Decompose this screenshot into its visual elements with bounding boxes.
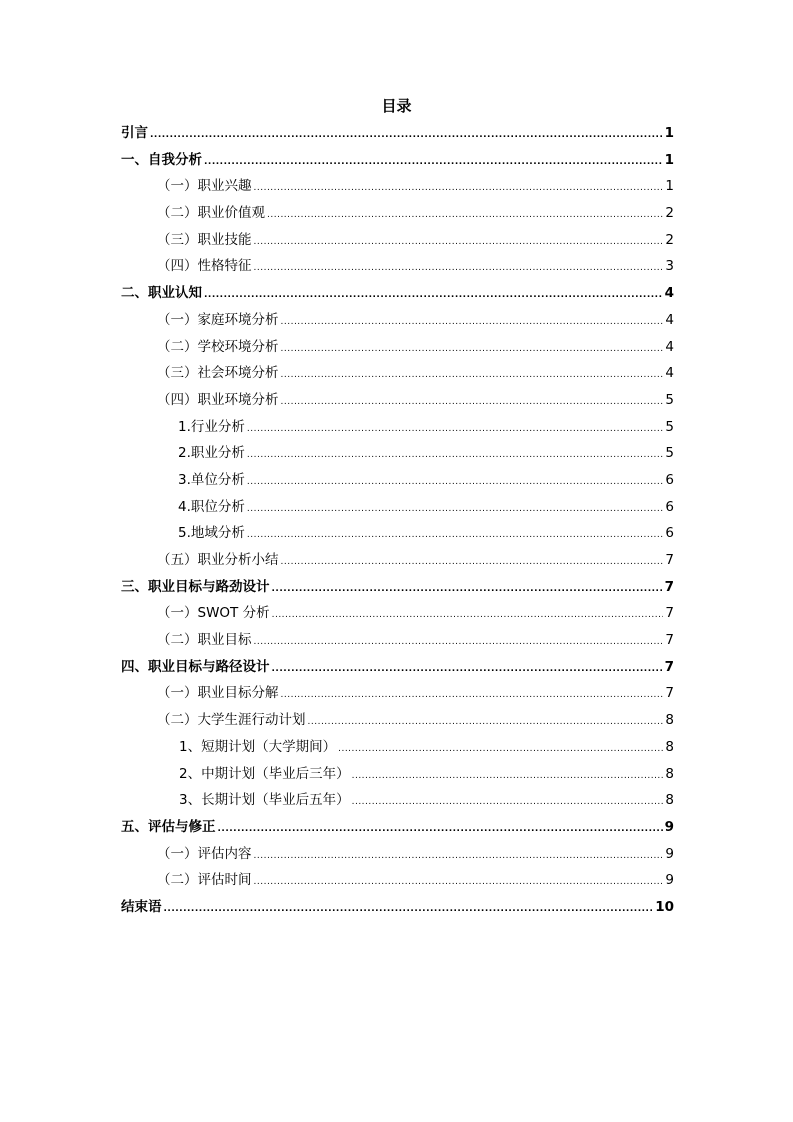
toc-entry-label: （五）职业分析小结 [157,552,279,568]
toc-entry-page: 6 [665,525,674,542]
toc-entry-label: （一）SWOT 分析 [157,605,270,622]
toc-entry[interactable] [121,627,674,654]
dot-leader [338,734,663,763]
toc-entry[interactable] [121,200,674,227]
dot-leader [254,227,664,256]
toc-entry[interactable] [121,147,674,174]
toc-entry-page: 4 [665,311,674,328]
toc-entry[interactable] [121,494,674,521]
dot-leader [254,253,664,282]
toc-entry-page: 2 [665,231,674,248]
toc-entry[interactable] [121,120,674,147]
dot-leader [254,841,664,870]
toc-entry[interactable] [121,814,674,841]
toc-entry[interactable] [121,334,674,361]
toc-entry[interactable] [121,867,674,894]
dot-leader [272,600,664,629]
toc-entry[interactable] [121,360,674,387]
toc-entry-page: 7 [664,578,674,595]
table-of-contents [121,120,674,921]
toc-entry-label: （四）性格特征 [157,258,252,275]
toc-entry-label: 2.职业分析 [178,445,245,462]
toc-entry[interactable] [121,520,674,547]
toc-entry-label: （三）职业技能 [157,231,252,248]
toc-entry-label: 3.单位分析 [178,471,245,488]
toc-entry-page: 4 [665,338,674,355]
dot-leader [281,680,664,709]
toc-entry-label: 三、职业目标与路劲设计 [121,578,270,595]
dot-leader [247,494,664,523]
toc-entry[interactable] [121,680,674,707]
toc-entry-label: （一）评估内容 [157,845,252,862]
toc-entry-label: （二）职业目标 [157,632,252,649]
toc-entry-page: 9 [665,845,674,862]
toc-entry-page: 7 [665,632,674,649]
toc-entry-label: 1.行业分析 [178,418,245,435]
toc-entry-page: 4 [664,285,674,302]
toc-entry-page: 3 [665,258,674,275]
dot-leader [281,334,664,363]
toc-entry-page: 5 [665,391,674,408]
dot-leader [247,467,664,496]
dot-leader [164,894,654,923]
toc-entry-label: 结束语 [121,898,162,915]
toc-title: 目录 [381,97,412,115]
toc-entry-page: 7 [665,605,674,622]
toc-entry[interactable] [121,414,674,441]
toc-entry[interactable] [121,787,674,814]
toc-entry[interactable] [121,574,674,601]
toc-entry-label: （一）职业目标分解 [157,685,279,702]
dot-leader [150,120,663,149]
dot-leader [218,814,663,843]
toc-entry[interactable] [121,654,674,681]
toc-entry-page: 6 [665,471,674,488]
dot-leader [204,147,663,176]
toc-entry-page: 4 [665,365,674,382]
toc-entry-label: 四、职业目标与路径设计 [121,658,270,675]
toc-entry-page: 7 [665,685,674,702]
toc-entry[interactable] [121,253,674,280]
dot-leader [254,867,664,896]
toc-entry-page: 1 [665,178,674,195]
toc-entry[interactable] [121,600,674,627]
toc-entry-page: 2 [665,205,674,222]
toc-entry-label: （四）职业环境分析 [157,391,279,408]
dot-leader [281,547,664,576]
toc-entry[interactable] [121,173,674,200]
dot-leader [281,387,664,416]
dot-leader [352,761,664,790]
toc-entry-page: 5 [665,418,674,435]
toc-entry-label: （二）职业价值观 [157,205,265,222]
dot-leader [254,627,664,656]
dot-leader [267,200,663,229]
dot-leader [272,574,663,603]
toc-entry-label: 3、长期计划（毕业后五年） [179,792,350,809]
dot-leader [247,414,664,443]
dot-leader [247,520,664,549]
toc-entry-label: （一）职业兴趣 [157,178,252,195]
dot-leader [308,707,664,736]
toc-entry-page: 8 [665,765,674,782]
dot-leader [247,440,664,469]
dot-leader [281,360,664,389]
toc-entry[interactable] [121,467,674,494]
dot-leader [352,787,664,816]
dot-leader [204,280,663,309]
toc-entry-page: 9 [665,872,674,889]
toc-entry-label: （一）家庭环境分析 [157,311,279,328]
toc-entry[interactable] [121,707,674,734]
toc-entry-page: 1 [664,151,674,168]
toc-entry-label: （三）社会环境分析 [157,365,279,382]
toc-entry-page: 6 [665,498,674,515]
toc-entry-label: 4.职位分析 [178,498,245,515]
toc-entry[interactable] [121,894,674,921]
dot-leader [254,173,664,202]
toc-entry[interactable] [121,734,674,761]
toc-entry-label: 五、评估与修正 [121,818,216,835]
dot-leader [272,654,663,683]
toc-entry-label: 1、短期计划（大学期间） [179,738,337,755]
toc-entry-page: 7 [664,658,674,675]
toc-entry[interactable] [121,387,674,414]
toc-entry-label: （二）评估时间 [157,872,252,889]
toc-entry[interactable] [121,841,674,868]
toc-entry-label: 一、自我分析 [121,151,202,168]
toc-entry-page: 8 [665,738,674,755]
toc-entry-page: 1 [664,125,674,141]
toc-entry-label: 二、职业认知 [121,285,202,302]
toc-entry-page: 10 [655,898,674,915]
toc-entry[interactable] [121,227,674,254]
toc-entry[interactable] [121,547,674,574]
toc-entry[interactable] [121,440,674,467]
toc-entry-page: 8 [665,792,674,809]
toc-entry[interactable] [121,761,674,788]
toc-entry-label: 5.地域分析 [178,525,245,542]
toc-entry-page: 8 [665,712,674,729]
toc-entry-label: （二）大学生涯行动计划 [157,712,306,729]
toc-entry-page: 5 [665,445,674,462]
toc-entry-label: 引言 [121,125,148,141]
toc-entry-label: （二）学校环境分析 [157,338,279,355]
dot-leader [281,307,664,336]
toc-entry-page: 9 [664,818,674,835]
toc-entry-label: 2、中期计划（毕业后三年） [179,765,350,782]
toc-entry[interactable] [121,307,674,334]
toc-entry-page: 7 [665,552,674,568]
toc-entry[interactable] [121,280,674,307]
